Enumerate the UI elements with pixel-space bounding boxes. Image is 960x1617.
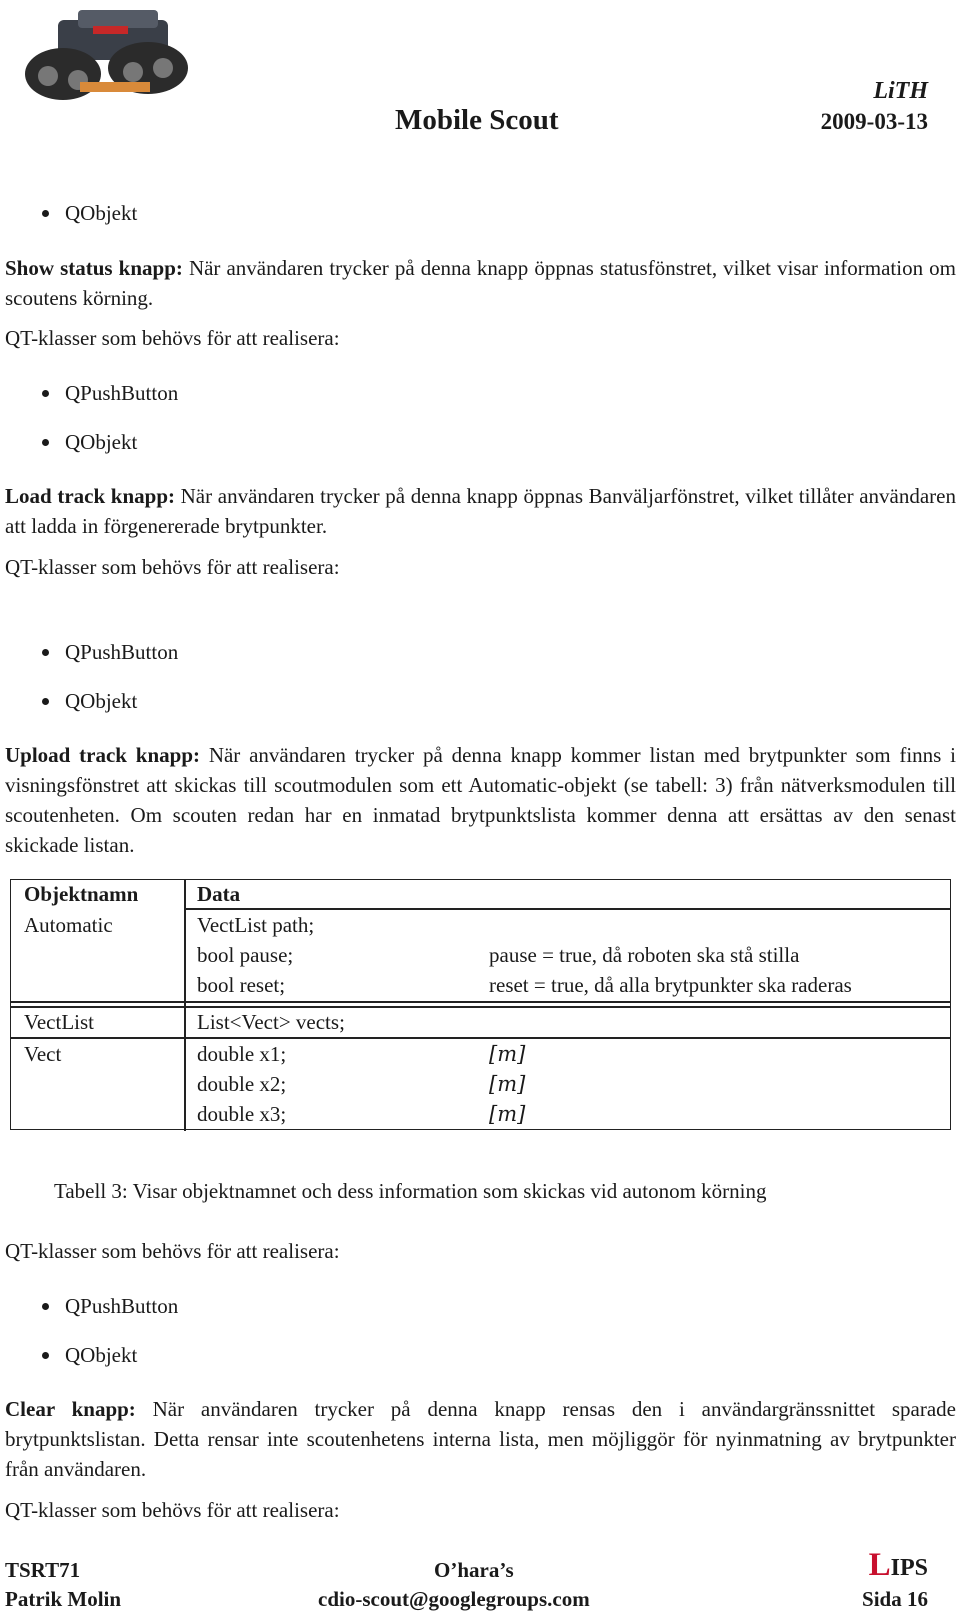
group-name: O’hara’s (434, 1558, 514, 1582)
paragraph-text: När användaren trycker på denna knapp rensas den i användargränssnittet sparade brytpunktslistan. Detta rensar inte scoutenhetens interna lista, men möjliggör för nyinmatning av brytpunkter från användaren. (5, 1397, 956, 1481)
list-item: QObjekt (42, 427, 137, 457)
list-item: QObjekt (42, 198, 137, 228)
paragraph-text: När användaren trycker på denna knapp öppnas Banväljarfönstret, vilket tillåter användaren att ladda in förgenererade brytpunkter. (5, 484, 956, 538)
list-item: QPushButton (42, 378, 178, 408)
table-cell: bool pause; (197, 943, 294, 967)
qt-intro: QT-klasser som behövs för att realisera: (5, 555, 340, 579)
table-cell: VectList path; (197, 913, 315, 937)
table-header: Objektnamn (24, 882, 139, 906)
paragraph-upload-track (5, 740, 956, 860)
table-cell: double x2; (197, 1072, 287, 1096)
qt-intro: QT-klasser som behövs för att realisera: (5, 1239, 340, 1263)
qt-intro: QT-klasser som behövs för att realisera: (5, 1498, 340, 1522)
list-item: QPushButton (42, 637, 178, 667)
table-header: Data (197, 882, 241, 906)
paragraph-show-status (5, 253, 956, 313)
table-cell: bool reset; (197, 973, 286, 997)
robot-logo (18, 6, 198, 116)
table-cell-name: Vect (24, 1042, 62, 1066)
table-cell-note: pause = true, då roboten ska stå stilla (489, 943, 800, 967)
course-code: TSRT71 (5, 1558, 81, 1582)
table-cell: double x1; (197, 1042, 287, 1066)
table-divider (10, 1037, 951, 1039)
paragraph-text: När användaren trycker på denna knapp öppnas statusfönstret, vilket visar information om scoutens körning. (5, 256, 956, 310)
list-item: QPushButton (42, 1291, 178, 1321)
table-cell-name: Automatic (24, 913, 113, 937)
table-divider (10, 1001, 951, 1003)
page-number: Sida 16 (862, 1587, 928, 1611)
document-title: Mobile Scout (395, 104, 559, 136)
qt-intro: QT-klasser som behövs för att realisera: (5, 326, 340, 350)
lips-logo (869, 1547, 928, 1584)
term-label: Clear knapp: (5, 1397, 136, 1421)
table-divider (10, 1006, 951, 1008)
data-table (10, 879, 951, 1130)
list-item: QObjekt (42, 1340, 137, 1370)
table-cell-unit: [m] (489, 1072, 526, 1096)
paragraph-text: När användaren trycker på denna knapp kommer listan med brytpunkter som finns i visningsfönstret att skickas till scoutmodulen som ett Automatic-objekt (se tabell: 3) från nätverksmodulen till scoutenheten. Om scouten redan har en inmatad brytpunktslista kommer denna att ersättas av den senast skickade listan. (5, 743, 956, 857)
table-cell-unit: [m] (489, 1042, 526, 1066)
term-label: Show status knapp: (5, 256, 183, 280)
table-cell: List<Vect> vects; (197, 1010, 345, 1034)
list-item: QObjekt (42, 686, 137, 716)
table-divider (184, 879, 186, 1131)
paragraph-clear (5, 1394, 956, 1484)
paragraph-load-track (5, 481, 956, 541)
organization-name: LiTH (873, 78, 928, 104)
term-label: Load track knapp: (5, 484, 175, 508)
term-label: Upload track knapp: (5, 743, 201, 767)
author-name: Patrik Molin (5, 1587, 122, 1611)
lips-logo-rest: IPS (890, 1555, 928, 1581)
table-cell-name: VectList (24, 1010, 94, 1034)
table-caption: Tabell 3: Visar objektnamnet och dess information som skickas vid autonom körning (54, 1179, 767, 1203)
table-cell-unit: [m] (489, 1102, 526, 1126)
group-email: cdio-scout@googlegroups.com (318, 1587, 590, 1611)
table-cell-note: reset = true, då alla brytpunkter ska raderas (489, 973, 852, 997)
lips-logo-first: L (868, 1547, 891, 1583)
document-date: 2009-03-13 (820, 109, 928, 134)
table-cell: double x3; (197, 1102, 287, 1126)
